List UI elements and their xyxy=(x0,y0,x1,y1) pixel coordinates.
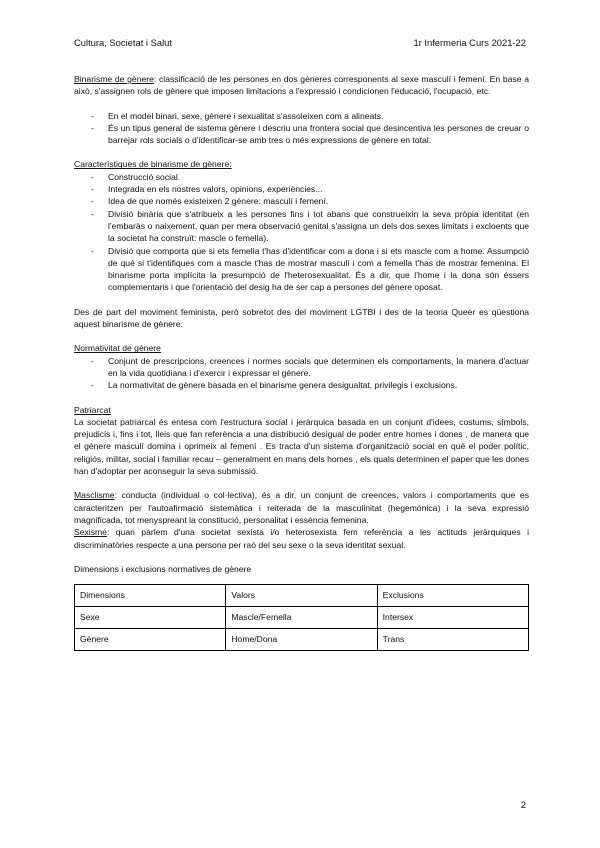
list-item: - En el model binari, sexe, gènere i sexualitat s'assoleixen com a alineats. xyxy=(74,110,529,122)
list-item: - És un tipus general de sistema gènere i descriu una frontera social que desincentiva les persones de creuar o barrejar rols socials o d'identificar-se amb tres o més expressions de gènere en total. xyxy=(74,122,529,147)
page-body xyxy=(74,73,529,651)
table-header-cell: Dimensions xyxy=(75,585,226,607)
list-item: - Conjunt de prescripcions, creences i normes socials que determinen els comportaments, la manera d'actuar en la vida quotidiana i d'exercir i expressar el gènere. xyxy=(74,355,529,380)
sexisme-definition: : quan parlem d'una societat sexista i/o heterosexista fem referència a les actituds jeràrquiques i discriminatòries respecte a una persona per raó del seu sexe o la seva identitat sexual. xyxy=(74,527,529,550)
normativitat-list xyxy=(74,355,529,392)
sexisme-term: Sexisme xyxy=(74,527,107,538)
header-course: Cultura, Societat i Salut xyxy=(74,37,172,48)
list-item: - La normativitat de gènere basada en el binarisme genera desigualtat, privilegis i exclusions. xyxy=(74,379,529,391)
sexisme-paragraph xyxy=(74,526,529,551)
moviment-paragraph: Des de part del moviment feminista, però sobretot des del moviment LGTBI i des de la teoria Queer es qüestiona aquest binarisme de gènere. xyxy=(74,306,529,330)
table-row xyxy=(75,607,529,629)
table-cell: Gènere xyxy=(75,629,226,651)
table-row xyxy=(75,629,529,651)
list-item: - Idea de que només existeixen 2 gènere: masculí i femení. xyxy=(74,195,529,207)
list-item: - Divisió que comporta que si ets femella t'has d'identificar com a dona i si ets mascle com a home. Assumpció de què si t'identifiques com a mascle t'has de mostrar masculí i com a femella t'has de mostrar femenina. El binarisme porta implícita la presumpció de l'heterosexualitat. És a dir, que l'home i la dona són éssers complementaris i que l'orientació del desig ha de ser cap a persones del gènere oposat. xyxy=(74,245,529,294)
caracteristiques-list xyxy=(74,171,529,294)
patriarcat-title: Patriarcat xyxy=(74,404,111,415)
list-item: - Divisió binària que s'atribueix a les persones fins i tot abans que construeixin la seva pròpia identitat (en l'embaràs o naixement, quan per mera observació genital s'assigna un dels dos sexes limitats i excloents que la societat ha construït: mascle o femella). xyxy=(74,208,529,245)
caracteristiques-title: Característiques de binarisme de gènere: xyxy=(74,159,232,170)
table-cell: Intersex xyxy=(377,607,528,629)
list-item: - Integrada en els nostres valors, opinions, experiències... xyxy=(74,183,529,195)
list-item: - Construcció social. xyxy=(74,171,529,183)
table-cell: Trans xyxy=(377,629,528,651)
table-cell: Mascle/Femella xyxy=(226,607,377,629)
binarisme-definition: : classificació de les persones en dos gèneres corresponents al sexe masculí i femení. En base a això, s'assignen rols de gènere que imposen limitacions a l'expressió i condicionen l'educació, l'ocupació, etc. xyxy=(74,74,529,97)
dimensions-table xyxy=(74,584,529,651)
binarisme-paragraph xyxy=(74,73,529,98)
binarisme-term: Binarisme de gènere xyxy=(74,74,154,84)
table-header-row xyxy=(75,585,529,607)
table-header-cell: Exclusions xyxy=(377,585,528,607)
masclisme-definition: : conducta (individual o col·lectiva), és a dir, un conjunt de creences, valors i comportaments que es caracteritzen per l'autoafirmació sistemàtica i reiterada de la masculinitat (hegemònica) i la seva expressió magnificada, tot menyspreant la constitució, personalitat i essència femenina. xyxy=(74,490,529,525)
table-cell: Sexe xyxy=(75,607,226,629)
header-year: 1r Infermeria Curs 2021-22 xyxy=(413,37,526,48)
masclisme-term: Masclisme xyxy=(74,490,115,501)
patriarcat-paragraph: La societat patriarcal és entesa com l'estructura social i jeràrquica basada en un conjunt d'idees, costums, símbols, prejudicis i, fins i tot, lleis que fan referència a una distribució desigual de poder entre homes i dones , de manera que el gènere masculí domina i oprimeix al femení . Es tracta d'un sistema d'organització social en què el poder polític, religiós, militar, social i familiar recau – generalment en mans dels homes , els quals determinen el paper que les dones han d'adoptar per aconseguir la seva submissió. xyxy=(74,416,529,477)
binarisme-list xyxy=(74,110,529,147)
page-number: 2 xyxy=(520,799,526,810)
table-cell: Home/Dona xyxy=(226,629,377,651)
dimensions-title: Dimensions i exclusions normatives de gènere xyxy=(74,563,252,574)
normativitat-title: Normativitat de gènere xyxy=(74,343,161,354)
masclisme-paragraph xyxy=(74,489,529,526)
table-header-cell: Valors xyxy=(226,585,377,607)
